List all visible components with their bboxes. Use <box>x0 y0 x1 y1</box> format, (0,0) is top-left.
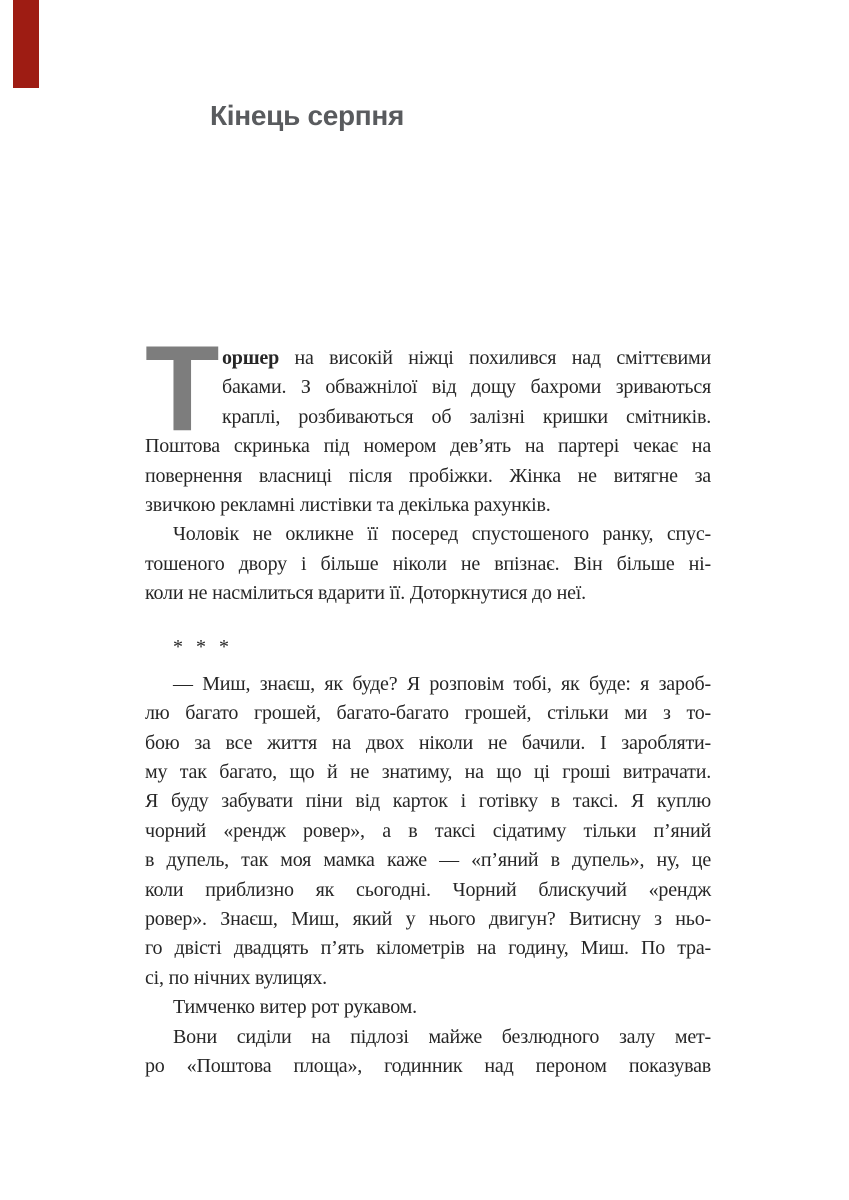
body-line-text: на високій ніжці похилився над сміттєвими <box>279 347 711 369</box>
body-line: бою за все життя на двох ніколи не бачили. І заробляти- <box>145 731 711 754</box>
body-line: ровер». Знаєш, Миш, який у нього двигун? Витисну з ньо- <box>145 908 711 931</box>
section-separator: * * * <box>173 635 233 658</box>
body-line: чорний «рендж ровер», а в таксі сідатиму тільки п’яний <box>145 819 711 842</box>
body-line: го двісті двадцять п’ять кілометрів на годину, Миш. По тра- <box>145 937 711 960</box>
body-line: баками. З обважнілої від дощу бахроми зриваються <box>222 376 711 399</box>
paragraph-3 <box>145 670 711 993</box>
text-block <box>145 320 711 1081</box>
body-line: в дупель, так моя мамка каже — «п’яний в дупель», ну, це <box>145 849 711 872</box>
paragraph-4 <box>145 993 711 1022</box>
body-line: Тимченко витер рот рукавом. <box>173 996 417 1019</box>
body-line: Я буду забувати піни від карток і готівку в таксі. Я куплю <box>145 790 711 813</box>
body-line: тошеного двору і більше ніколи не впізнає. Він більше ні- <box>145 552 711 575</box>
paragraph-1 <box>145 320 711 520</box>
lead-word-bold: оршер <box>222 347 280 369</box>
body-line: ро «Поштова площа», годинник над пероном показував <box>145 1054 711 1077</box>
bookmark-ribbon-icon <box>13 0 39 88</box>
paragraph-2 <box>145 520 711 608</box>
drop-cap: Т <box>145 320 220 456</box>
body-line: Вони сиділи на підлозі майже безлюдного залу мет- <box>173 1025 711 1048</box>
body-line: — Миш, знаєш, як буде? Я розповім тобі, як буде: я зароб- <box>173 672 711 695</box>
body-line: лю багато грошей, багато-багато грошей, стільки ми з то- <box>145 702 711 725</box>
body-line: сі, по нічних вулицях. <box>145 966 327 989</box>
body-line: Чоловік не окликне її посеред спустошеного ранку, спус- <box>173 523 711 546</box>
body-line: коли не насмілиться вдарити її. Доторкнутися до неї. <box>145 582 586 605</box>
body-line: Поштова скринька під номером дев’ять на партері чекає на <box>145 435 711 458</box>
body-line: краплі, розбиваються об залізні кришки смітників. <box>222 405 711 428</box>
body-line: му так багато, що й не знатиму, на що ці гроші витрачати. <box>145 761 711 784</box>
body-line: звичкою рекламні листівки та декілька рахунків. <box>145 493 551 516</box>
chapter-title: Кінець серпня <box>210 100 405 131</box>
body-line: повернення власниці після пробіжки. Жінка не витягне за <box>145 464 711 487</box>
body-line: коли приблизно як сьогодні. Чорний блискучий «рендж <box>145 878 711 901</box>
body-line <box>145 344 711 373</box>
paragraph-5 <box>145 1023 711 1082</box>
